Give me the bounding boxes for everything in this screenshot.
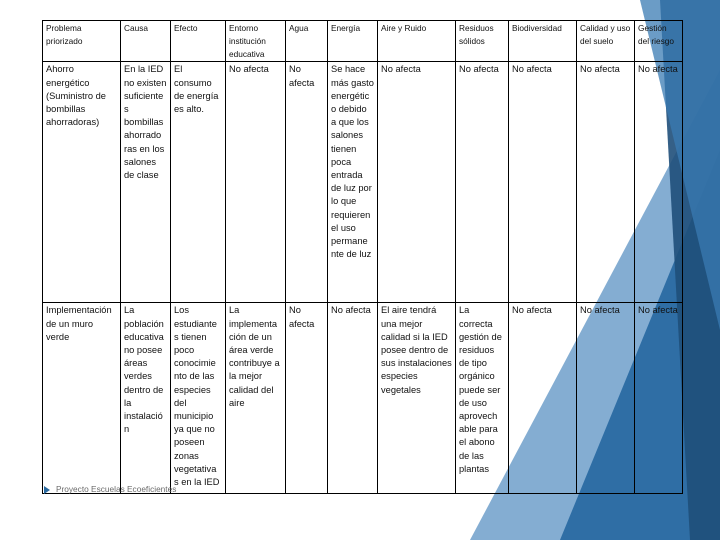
header-problema: Problema priorizado bbox=[43, 21, 121, 62]
table-cell: No afecta bbox=[456, 62, 509, 303]
table-cell: Se hace más gasto energétic o debido a que los salones tienen poca entrada de luz por lo que requieren el uso permane nte de luz bbox=[328, 62, 378, 303]
table-cell: No afecta bbox=[577, 303, 635, 494]
environmental-impact-table bbox=[42, 20, 683, 494]
header-residuos: Residuos sólidos bbox=[456, 21, 509, 62]
table-cell: No afecta bbox=[577, 62, 635, 303]
table-cell: La población educativa no posee áreas verdes dentro de la instalació n bbox=[121, 303, 171, 494]
table-cell: Ahorro energético (Suministro de bombillas ahorradoras) bbox=[43, 62, 121, 303]
header-agua: Agua bbox=[286, 21, 328, 62]
table-cell: No afecta bbox=[226, 62, 286, 303]
header-aire-ruido: Aire y Ruido bbox=[378, 21, 456, 62]
table-cell: No afecta bbox=[286, 62, 328, 303]
table-cell: Implementación de un muro verde bbox=[43, 303, 121, 494]
table-cell: La correcta gestión de residuos de tipo orgánico puede ser de uso aprovech able para el abono de las plantas bbox=[456, 303, 509, 494]
table-cell: No afecta bbox=[509, 62, 577, 303]
table-cell: En la IED no existen suficiente s bombillas ahorrado ras en los salones de clase bbox=[121, 62, 171, 303]
header-efecto: Efecto bbox=[171, 21, 226, 62]
header-gestion-riesgo: Gestión del riesgo bbox=[635, 21, 683, 62]
table-row bbox=[43, 62, 683, 303]
header-energia: Energía bbox=[328, 21, 378, 62]
header-causa: Causa bbox=[121, 21, 171, 62]
table-cell: No afecta bbox=[286, 303, 328, 494]
table-cell: No afecta bbox=[378, 62, 456, 303]
table-row bbox=[43, 303, 683, 494]
table-header-row bbox=[43, 21, 683, 62]
table-cell: El consumo de energía es alto. bbox=[171, 62, 226, 303]
table-cell: No afecta bbox=[328, 303, 378, 494]
footer-text: Proyecto Escuelas Ecoeficientes bbox=[56, 484, 177, 494]
table-cell: El aire tendrá una mejor calidad si la IED posee dentro de sus instalaciones especies vegetales bbox=[378, 303, 456, 494]
table-cell: Los estudiante s tienen poco conocimie nto de las especies del municipio ya que no poseen zonas vegetativa s en la IED bbox=[171, 303, 226, 494]
footer-arrow-icon bbox=[44, 486, 50, 494]
table-cell: La implementa ción de un área verde contribuye a la mejor calidad del aire bbox=[226, 303, 286, 494]
table-cell: No afecta bbox=[635, 62, 683, 303]
table-cell: No afecta bbox=[509, 303, 577, 494]
header-entorno: Entorno institución educativa bbox=[226, 21, 286, 62]
header-calidad-suelo: Calidad y uso del suelo bbox=[577, 21, 635, 62]
table-cell: No afecta bbox=[635, 303, 683, 494]
header-biodiversidad: Biodiversidad bbox=[509, 21, 577, 62]
